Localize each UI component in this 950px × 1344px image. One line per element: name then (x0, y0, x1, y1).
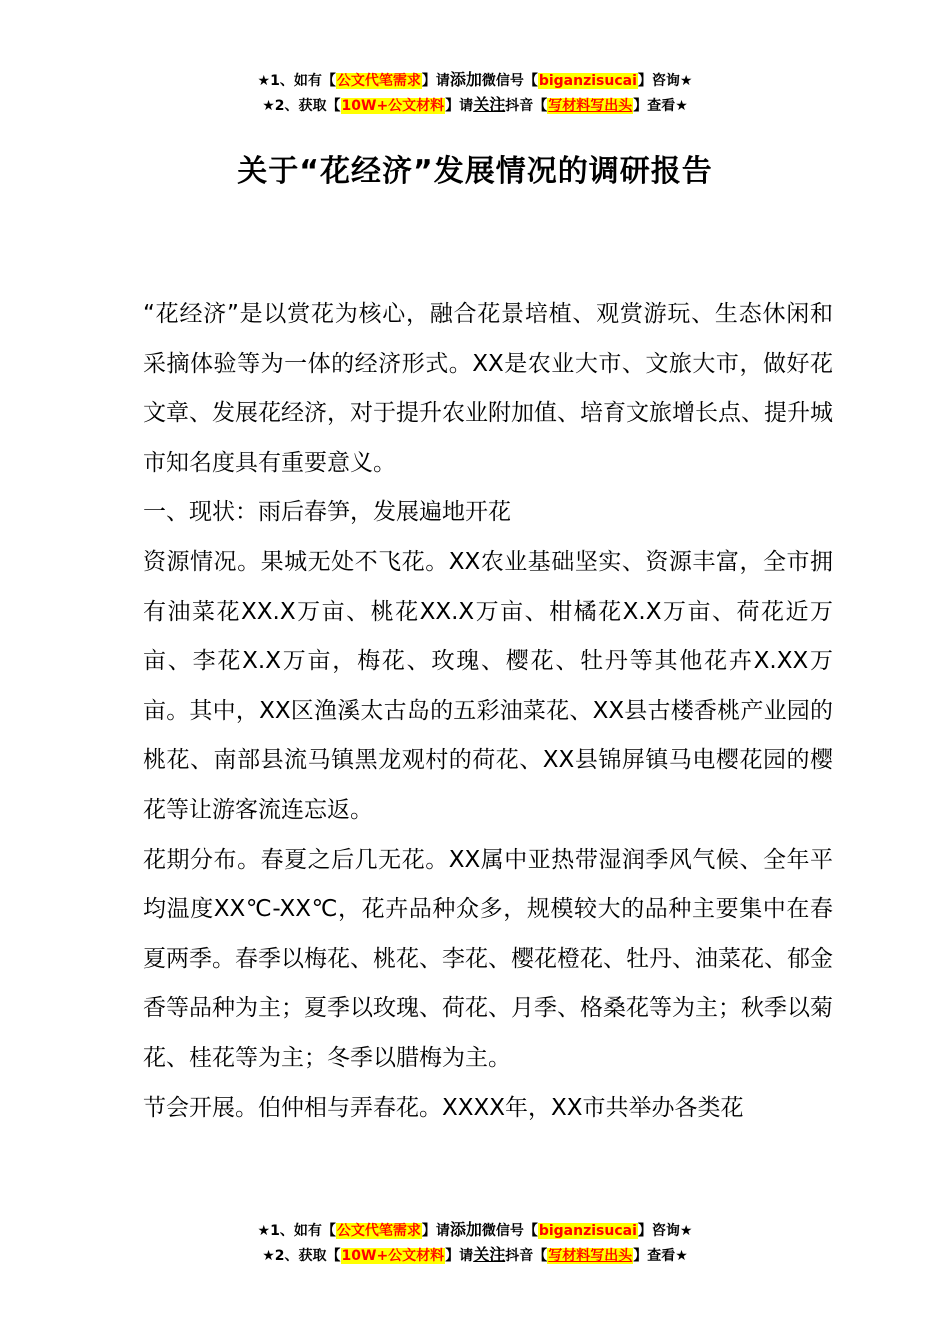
paragraph-intro: “花经济”是以赏花为核心，融合花景培植、观赏游玩、生态休闲和采摘体验等为一体的经济形式。XX是农业大市、文旅大市，做好花文章、发展花经济，对于提升农业附加值、培育文旅增长点、提升城市知名度具有重要意义。 (143, 301, 833, 476)
section-heading: 一、现状：雨后春笋，发展遍地开花 (143, 499, 511, 526)
banner-line-1 (0, 1218, 950, 1243)
highlight-materials: 10W+公文材料 (341, 98, 445, 114)
banner-emphasis: 关注 (473, 95, 506, 114)
banner-text: 】请 (421, 73, 450, 89)
banner-text: 】请 (421, 1223, 450, 1239)
highlight-wechat-id: biganzisucai (538, 1223, 637, 1239)
banner-line-1 (0, 68, 950, 93)
highlight-douyin-account: 写材料写出头 (548, 1248, 633, 1264)
highlight-service: 公文代笔需求 (336, 73, 421, 89)
banner-text: 】咨询★ (637, 73, 693, 89)
highlight-wechat-id: biganzisucai (538, 73, 637, 89)
document-title: 关于“花经济”发展情况的调研报告 (237, 154, 713, 189)
banner-text: ★1、如有【 (257, 73, 336, 89)
banner-emphasis: 关注 (473, 1245, 506, 1264)
highlight-douyin-account: 写材料写出头 (548, 98, 633, 114)
banner-text: 】查看★ (633, 1248, 688, 1264)
banner-text: ★2、获取【 (262, 1248, 341, 1264)
paragraph-resources: 资源情况。果城无处不飞花。XX农业基础坚实、资源丰富，全市拥有油菜花XX.X万亩、桃花XX.X万亩、柑橘花X.X万亩、荷花近万亩、李花X.X万亩，梅花、玫瑰、樱花、牡丹等其他花卉X.XX万亩。其中，XX区渔溪太古岛的五彩油菜花、XX县古楼香桃产业园的桃花、南部县流马镇黑龙观村的荷花、XX县锦屏镇马电樱花园的樱花等让游客流连忘返。 (143, 548, 833, 823)
document-body (143, 290, 833, 1133)
banner-text: 】咨询★ (637, 1223, 693, 1239)
banner-text: ★2、获取【 (262, 98, 341, 114)
banner-text: 】请 (445, 98, 474, 114)
highlight-materials: 10W+公文材料 (341, 1248, 445, 1264)
paragraph-flowering-period: 花期分布。春夏之后几无花。XX属中亚热带湿润季风气候、全年平均温度XX℃-XX℃，花卉品种众多，规模较大的品种主要集中在春夏两季。春季以梅花、桃花、李花、樱花橙花、牡丹、油菜花、郁金香等品种为主；夏季以玫瑰、荷花、月季、格桑花等为主；秋季以菊花、桂花等为主；冬季以腊梅为主。 (143, 846, 833, 1071)
banner-text: 微信号【 (481, 1223, 538, 1239)
banner-line-2 (0, 1243, 950, 1268)
paragraph-festivals: 节会开展。伯仲相与弄春花。XXXX年，XX市共举办各类花 (143, 1094, 744, 1121)
highlight-service: 公文代笔需求 (336, 1223, 421, 1239)
header-banner (0, 68, 950, 118)
banner-text: 抖音【 (505, 98, 548, 114)
banner-text: 微信号【 (481, 73, 538, 89)
footer-banner (0, 1218, 950, 1268)
banner-text: 】查看★ (633, 98, 688, 114)
banner-line-2 (0, 93, 950, 118)
banner-emphasis: 添加 (449, 70, 482, 89)
banner-text: 抖音【 (505, 1248, 548, 1264)
banner-text: ★1、如有【 (257, 1223, 336, 1239)
banner-emphasis: 添加 (449, 1220, 482, 1239)
banner-text: 】请 (445, 1248, 474, 1264)
